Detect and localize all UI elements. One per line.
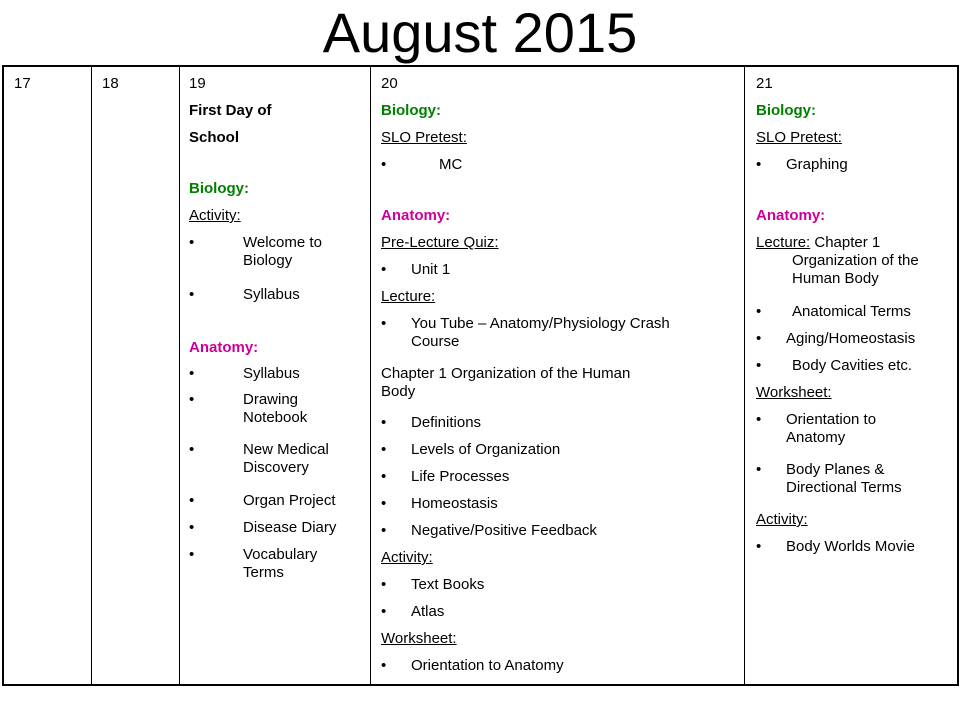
date-label: 19 [189, 75, 206, 92]
activity-label: Activity: [381, 549, 433, 566]
worksheet-label: Worksheet: [381, 630, 457, 647]
activity-label: Activity: [189, 207, 241, 224]
list-item-continued: Discovery [243, 459, 309, 476]
worksheet-label: Worksheet: [756, 384, 832, 401]
anatomy-heading: Anatomy: [381, 207, 451, 224]
date-label: 17 [14, 75, 31, 92]
list-item-continued: Terms [243, 564, 284, 581]
slo-pretest-label: SLO Pretest: [756, 129, 842, 146]
day-column-17 [4, 67, 92, 684]
slo-pretest-label: SLO Pretest: [381, 129, 467, 146]
chapter-text-continued: Human Body [792, 270, 879, 287]
day-column-19: 19 First Day of School Biology: Activity: • Welcome to Biology • Syllabus Anatomy: • Syllabus • Drawing Notebook • New Medical Discovery • Organ Project • Disease Diary • Vocabulary Terms [180, 67, 371, 684]
list-item-continued: Course [411, 333, 460, 350]
prelecture-quiz-label: Pre-Lecture Quiz: [381, 234, 499, 251]
calendar-table [2, 65, 959, 686]
list-item-continued: Anatomy [786, 429, 846, 446]
biology-heading: Biology: [381, 102, 441, 119]
anatomy-heading: Anatomy: [189, 339, 259, 356]
lecture-label: Lecture: [756, 234, 811, 251]
day-column-21: 21 Biology: SLO Pretest: • Graphing Anatomy: Lecture: Chapter 1 Organization of the Human Body • Anatomical Terms • Aging/Homeostasis • Body Cavities etc. Worksheet: • Orientation to Anatomy • Body Planes & Directional Terms Activity: • Body Worlds Movie [756, 75, 919, 555]
biology-heading: Biology: [756, 102, 816, 119]
list-item-continued: Notebook [243, 409, 308, 426]
chapter-text: Chapter 1 Organization of the Human [381, 365, 631, 382]
lecture-label: Lecture: [381, 288, 436, 305]
school-heading: School [189, 129, 240, 146]
biology-heading: Biology: [189, 180, 249, 197]
date-label: 21 [756, 75, 773, 92]
page-title: August 2015 [322, 1, 638, 64]
date-label: 18 [102, 75, 119, 92]
first-day-heading: First Day of [189, 102, 272, 119]
chapter-text-continued: Body [381, 383, 416, 400]
day-column-18 [92, 67, 180, 684]
list-item-continued: Directional Terms [786, 479, 902, 496]
lecture-line [756, 234, 880, 252]
chapter-text: Chapter 1 [814, 234, 881, 251]
anatomy-heading: Anatomy: [756, 207, 826, 224]
chapter-text-continued: Organization of the [792, 252, 919, 269]
date-label: 20 [381, 75, 398, 92]
list-item-continued: Biology [243, 252, 293, 269]
activity-label: Activity: [756, 511, 808, 528]
day-column-20: 20 Biology: SLO Pretest: • MC Anatomy: Pre-Lecture Quiz: • Unit 1 Lecture: • You Tube – Anatomy/Physiology Crash Course Chapter 1 Organization of the Human Body • Definitions • Levels of Organization • Life Processes • Homeostasis • Negative/Positive Feedback Activity: • Text Books • Atlas Worksheet: • Orientation to Anatomy [371, 67, 745, 684]
